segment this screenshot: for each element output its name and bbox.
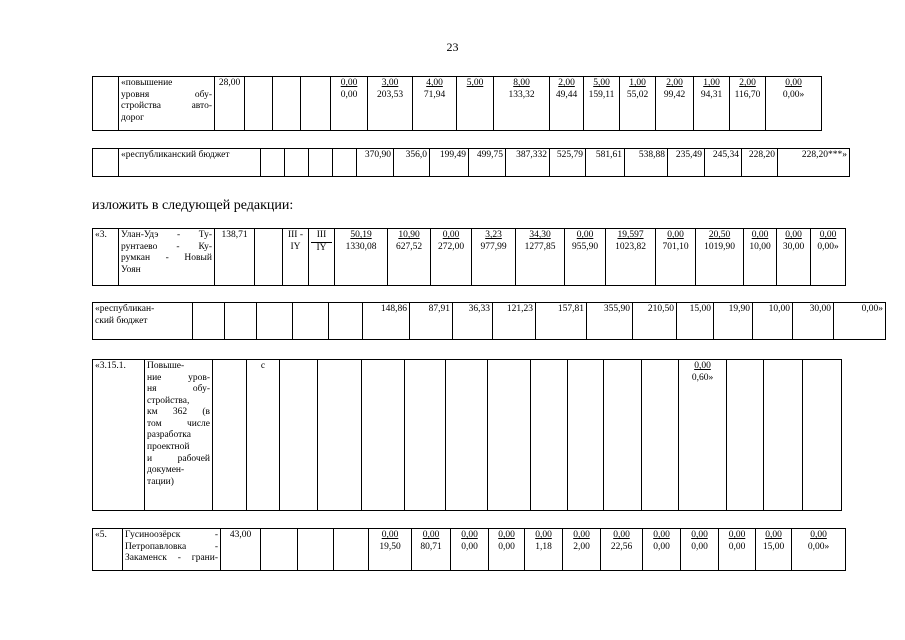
- value-cell: 0,00 15,00: [756, 529, 792, 571]
- empty-cell: [727, 360, 764, 511]
- value-cell: 0,00 0,00»: [766, 77, 822, 131]
- value-cell: 538,88: [625, 149, 668, 177]
- value-cell: 525,79: [550, 149, 586, 177]
- empty-cell: [293, 303, 329, 340]
- empty-cell: [255, 229, 283, 286]
- value-cell: 148,86: [363, 303, 410, 340]
- value-cell: 228,20: [742, 149, 778, 177]
- row-name: «повышение уровня обу- стройства авто- дорог: [119, 77, 215, 131]
- value-cell: 370,90: [357, 149, 394, 177]
- letter-cell: с: [247, 360, 280, 511]
- empty-cell: [334, 529, 369, 571]
- value-cell: 355,90: [587, 303, 633, 340]
- value-cell: 0,00 701,10: [656, 229, 696, 286]
- table-item-3-15-1: [92, 359, 842, 511]
- value-cell: 0,00 0,60»: [679, 360, 727, 511]
- empty-cell: [604, 360, 642, 511]
- empty-cell: [273, 77, 301, 131]
- empty-cell: [568, 360, 604, 511]
- value-cell: 5,00: [457, 77, 494, 131]
- value-cell: 0,00 10,00: [744, 229, 777, 286]
- value-cell: 0,00 80,71: [412, 529, 451, 571]
- value-cell: 4,00 71,94: [413, 77, 457, 131]
- table-road-improvement: [92, 76, 822, 131]
- empty-cell: [93, 149, 119, 177]
- empty-cell: [285, 149, 309, 177]
- value-cell: 0,00 955,90: [565, 229, 606, 286]
- empty-cell: [488, 360, 531, 511]
- row-name: Повыше- ние уров- ня обу- стройства, км 362 (в том числе разработка проектной и рабочей докумен- тации): [145, 360, 213, 511]
- value-cell: 0,00 0,00: [643, 529, 681, 571]
- value-cell: 581,61: [586, 149, 625, 177]
- empty-cell: [333, 149, 357, 177]
- value-cell: 34,30 1277,85: [516, 229, 565, 286]
- category-cell: III - IY: [283, 229, 309, 286]
- empty-cell: [405, 360, 446, 511]
- value-cell: 30,00: [793, 303, 834, 340]
- table-republican-budget-old: [92, 148, 850, 177]
- category-cell: III IY: [309, 229, 335, 286]
- empty-cell: [193, 303, 225, 340]
- empty-cell: [446, 360, 488, 511]
- empty-cell: [318, 360, 362, 511]
- empty-cell: [531, 360, 568, 511]
- value-cell: 0,00 22,56: [601, 529, 643, 571]
- value-cell: 87,91: [410, 303, 453, 340]
- value-cell: 0,00 2,00: [563, 529, 601, 571]
- total-cell: 138,71: [215, 229, 255, 286]
- row-name: «республиканский бюджет: [119, 149, 261, 177]
- row-number: «3.15.1.: [93, 360, 145, 511]
- value-cell: 235,49: [668, 149, 705, 177]
- empty-cell: [298, 529, 334, 571]
- row-number: «3.: [93, 229, 119, 286]
- empty-cell: [261, 529, 298, 571]
- table-ulan-ude-road: [92, 228, 846, 286]
- value-cell: 499,75: [469, 149, 506, 177]
- empty-cell: [764, 360, 803, 511]
- value-cell: 245,34: [705, 149, 742, 177]
- value-cell: 387,332: [506, 149, 550, 177]
- value-cell: 1,00 55,02: [620, 77, 656, 131]
- page-number: 23: [446, 40, 459, 54]
- empty-cell: [309, 149, 333, 177]
- row-number: «5.: [93, 529, 123, 571]
- empty-cell: [280, 360, 318, 511]
- table-gusinoozersk-road: [92, 528, 846, 571]
- empty-cell: [261, 149, 285, 177]
- value-cell: 0,00 0,00»: [792, 529, 846, 571]
- value-cell: 3,00 203,53: [368, 77, 413, 131]
- value-cell: 1,00 94,31: [694, 77, 730, 131]
- empty-cell: [362, 360, 405, 511]
- total-cell: 43,00: [221, 529, 261, 571]
- value-cell: 0,00 19,50: [369, 529, 412, 571]
- value-cell: 0,00 272,00: [431, 229, 472, 286]
- value-cell: 10,00: [753, 303, 793, 340]
- value-cell: 0,00 0,00: [681, 529, 719, 571]
- row-name: Улан-Удэ - Ту- рунтаево - Ку- румкан - Новый Уоян: [119, 229, 215, 286]
- value-cell: 20,50 1019,90: [696, 229, 744, 286]
- empty-cell: [642, 360, 679, 511]
- value-cell: 0,00 0,00»: [811, 229, 846, 286]
- empty-cell: [803, 360, 842, 511]
- value-cell: 157,81: [536, 303, 587, 340]
- value-cell: 0,00 0,00: [451, 529, 489, 571]
- value-cell: 228,20***»: [778, 149, 850, 177]
- value-cell: 0,00 0,00: [331, 77, 368, 131]
- empty-cell: [225, 303, 257, 340]
- value-cell: 356,0: [394, 149, 430, 177]
- value-cell: 19,597 1023,82: [606, 229, 656, 286]
- table-republican-budget-new: [92, 302, 886, 340]
- section-heading: изложить в следующей редакции:: [92, 198, 294, 213]
- row-name: «республикан- ский бюджет: [93, 303, 193, 340]
- empty-cell: [301, 77, 331, 131]
- value-cell: 8,00 133,32: [494, 77, 550, 131]
- empty-cell: [245, 77, 273, 131]
- value-cell: 2,00 116,70: [730, 77, 766, 131]
- empty-cell: [257, 303, 293, 340]
- value-cell: 5,00 159,11: [584, 77, 620, 131]
- row-name: Гусиноозёрск - Петропавловка - Закаменск - грани-: [123, 529, 221, 571]
- value-cell: 19,90: [714, 303, 753, 340]
- value-cell: 0,00»: [834, 303, 886, 340]
- value-cell: 36,33: [453, 303, 493, 340]
- value-cell: 210,50: [633, 303, 677, 340]
- value-cell: 0,00 30,00: [777, 229, 811, 286]
- value-cell: 10,90 627,52: [388, 229, 431, 286]
- empty-cell: [213, 360, 247, 511]
- total-cell: 28,00: [215, 77, 245, 131]
- value-cell: 15,00: [677, 303, 714, 340]
- value-cell: 3,23 977,99: [472, 229, 516, 286]
- value-cell: 0,00 0,00: [719, 529, 756, 571]
- empty-cell: [93, 77, 119, 131]
- value-cell: 121,23: [493, 303, 536, 340]
- value-cell: 2,00 49,44: [550, 77, 584, 131]
- value-cell: 0,00 0,00: [489, 529, 525, 571]
- value-cell: 2,00 99,42: [656, 77, 694, 131]
- value-cell: 0,00 1,18: [525, 529, 563, 571]
- value-cell: 50,19 1330,08: [335, 229, 388, 286]
- empty-cell: [329, 303, 363, 340]
- value-cell: 199,49: [430, 149, 469, 177]
